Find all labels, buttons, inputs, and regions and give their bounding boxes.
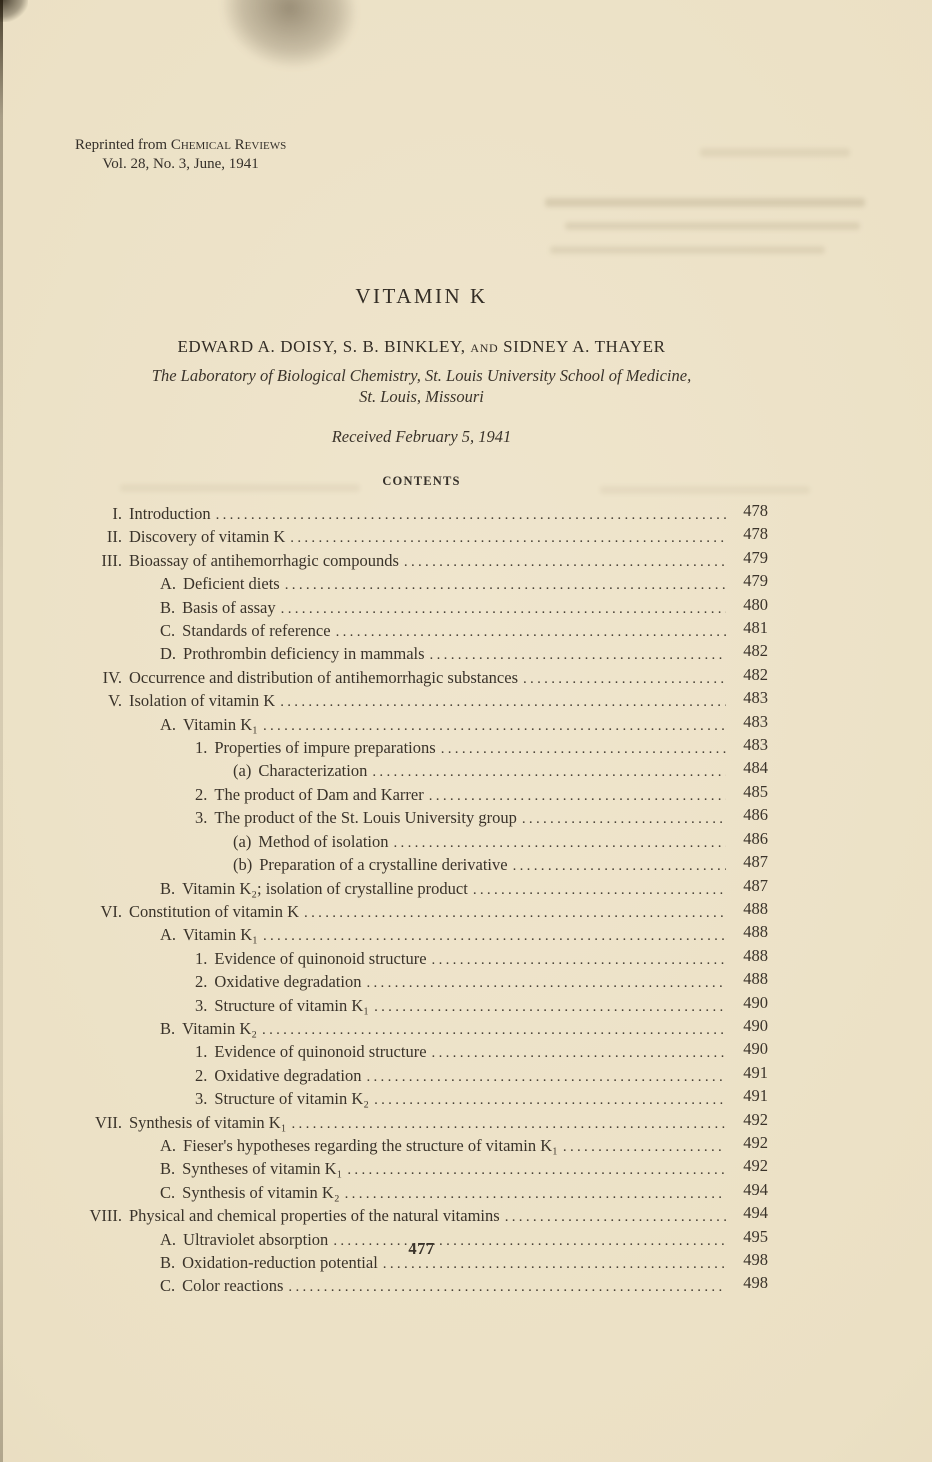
dot-leader	[216, 503, 726, 526]
affiliation-line-1: The Laboratory of Biological Chemistry, St. Louis University School of Medicine,	[151, 366, 692, 385]
dot-leader	[513, 854, 726, 877]
toc-entry-page: 488	[743, 969, 768, 989]
toc-entry-page: 494	[743, 1179, 768, 1199]
toc-entry	[75, 573, 768, 596]
dot-leader	[404, 550, 726, 573]
toc-entry-title: The product of Dam and Karrer	[214, 784, 424, 804]
toc-entry-title: Oxidative degradation	[214, 1065, 362, 1085]
toc-entry	[75, 1132, 768, 1158]
dot-leader	[262, 1018, 726, 1041]
author-names: EDWARD A. DOISY, S. B. BINKLEY,	[177, 337, 466, 356]
toc-entry	[75, 898, 768, 924]
toc-entry-label: III.	[101, 550, 122, 570]
dot-leader	[366, 971, 726, 994]
article-title: VITAMIN K	[355, 284, 488, 308]
toc-entry-label: B.	[160, 1253, 176, 1272]
toc-entry-title: Vitamin K₁	[183, 925, 258, 945]
toc-entry-page: 491	[743, 1062, 768, 1082]
toc-entry-title: Evidence of quinonoid structure	[214, 948, 427, 968]
toc-entry-label: 2.	[195, 784, 208, 804]
toc-entry-title: Deficient diets	[183, 574, 280, 594]
toc-entry-page: 487	[743, 852, 768, 872]
toc-entry-title: Evidence of quinonoid structure	[214, 1042, 427, 1062]
dot-leader	[372, 760, 726, 783]
dot-leader	[393, 831, 726, 854]
toc-entry-title: Prothrombin deficiency in mammals	[183, 644, 425, 664]
toc-entry-page: 482	[743, 641, 768, 661]
toc-entry-page: 479	[743, 571, 768, 591]
toc-entry	[75, 1041, 768, 1064]
toc-entry-label: I.	[112, 504, 122, 523]
toc-entry-page: 490	[743, 1015, 768, 1035]
toc-entry-label: 1.	[195, 948, 208, 968]
toc-entry-title: Fieser's hypotheses regarding the structure of vitamin K₁	[183, 1135, 558, 1155]
toc-entry-page: 482	[743, 664, 768, 684]
dot-leader	[304, 901, 726, 924]
toc-entry	[75, 992, 768, 1018]
dot-leader	[291, 1112, 726, 1135]
toc-entry-page: 480	[743, 594, 768, 614]
toc-entry-page: 495	[743, 1226, 768, 1246]
toc-entry	[75, 971, 768, 994]
toc-entry-label: C.	[160, 621, 176, 641]
dot-leader	[473, 878, 726, 901]
toc-entry-label: C.	[160, 1276, 176, 1296]
toc-entry	[75, 1158, 768, 1181]
toc-entry-label: A.	[160, 714, 177, 734]
toc-entry-title: Physical and chemical properties of the natural vitamins	[129, 1206, 500, 1226]
toc-entry-title: Characterization	[258, 761, 368, 781]
toc-entry-title: Properties of impure preparations	[214, 738, 436, 758]
toc-entry-page: 490	[743, 1039, 768, 1059]
toc-entry	[75, 807, 768, 830]
toc-entry-title: Isolation of vitamin K	[129, 691, 276, 711]
toc-entry-page: 483	[743, 735, 768, 755]
toc-entry	[75, 620, 768, 643]
dot-leader	[366, 1065, 726, 1088]
toc-entry	[75, 547, 768, 573]
authors-conjunction: and	[470, 337, 499, 356]
toc-entry-title: Discovery of vitamin K	[129, 527, 286, 547]
toc-entry	[75, 1179, 768, 1205]
toc-entry-page: 487	[743, 875, 768, 895]
toc-entry-label: VI.	[100, 901, 122, 921]
toc-entry	[75, 526, 768, 549]
toc-entry-page: 486	[743, 828, 768, 848]
dot-leader	[347, 1158, 726, 1181]
toc-entry-title: Constitution of vitamin K	[129, 901, 300, 921]
toc-entry-label: 3.	[195, 808, 208, 828]
toc-entry-title: Synthesis of vitamin K₂	[182, 1182, 340, 1202]
toc-entry-label: B.	[160, 1159, 176, 1179]
dot-leader	[522, 807, 726, 830]
toc-entry	[75, 711, 768, 737]
dot-leader	[374, 995, 726, 1018]
toc-entry	[75, 854, 768, 877]
toc-entry-label: 2.	[195, 1065, 208, 1085]
contents-heading: CONTENTS	[382, 474, 461, 488]
author-names: SIDNEY A. THAYER	[503, 337, 666, 356]
authors-line	[75, 337, 768, 357]
toc-entry-page: 484	[743, 758, 768, 778]
toc-entry-label: VII.	[94, 1112, 122, 1132]
toc-entry-label: B.	[160, 597, 176, 617]
toc-entry-page: 478	[743, 501, 768, 520]
toc-list	[75, 503, 768, 1299]
dot-leader	[288, 1275, 726, 1298]
toc-entry	[75, 594, 768, 620]
toc-entry-label: A.	[160, 1135, 177, 1155]
dot-leader	[441, 737, 726, 760]
toc-entry-label: II.	[106, 527, 122, 547]
toc-entry-title: Vitamin K₂	[182, 1018, 258, 1038]
reprint-prefix: Reprinted from	[75, 137, 171, 153]
received-date: Received February 5, 1941	[331, 427, 512, 446]
toc-entry-page: 479	[743, 547, 768, 567]
toc-entry-label: VIII.	[89, 1206, 122, 1226]
toc-entry-page: 488	[743, 898, 768, 918]
volume-issue-line: Vol. 28, No. 3, June, 1941	[102, 156, 259, 172]
toc-entry-label: C.	[160, 1182, 176, 1202]
reprint-source-line	[75, 136, 286, 155]
page-number: 477	[408, 1239, 435, 1258]
toc-entry-title: Ultraviolet absorption	[183, 1229, 329, 1249]
toc-entry-label: 2.	[195, 972, 208, 992]
toc-entry-title: Syntheses of vitamin K₁	[182, 1159, 343, 1179]
toc-entry	[75, 1205, 768, 1228]
toc-entry-label: (a)	[233, 761, 252, 781]
toc-entry-label: IV.	[102, 667, 122, 687]
toc-entry-page: 486	[743, 805, 768, 825]
toc-entry-title: Preparation of a crystalline derivative	[259, 855, 508, 875]
dot-leader	[281, 597, 726, 620]
toc-entry-label: 1.	[195, 738, 208, 758]
dot-leader	[432, 948, 726, 971]
toc-entry-page: 485	[743, 781, 768, 801]
affiliation	[75, 366, 768, 407]
dot-leader	[263, 714, 726, 737]
affiliation-line-2: St. Louis, Missouri	[359, 386, 484, 406]
dot-leader	[563, 1135, 726, 1158]
dot-leader	[374, 1088, 726, 1111]
toc-entry-page: 478	[743, 524, 768, 544]
toc-entry-title: Vitamin K₂; isolation of crystalline product	[182, 878, 468, 898]
toc-entry-title: The product of the St. Louis University group	[214, 808, 517, 828]
toc-entry-label: A.	[160, 574, 177, 594]
toc-entry-title: Standards of reference	[182, 621, 331, 641]
toc-entry	[75, 1109, 768, 1135]
toc-entry	[75, 1062, 768, 1088]
dot-leader	[285, 573, 726, 596]
toc-entry	[75, 828, 768, 854]
toc-entry	[75, 643, 768, 666]
toc-entry-page: 483	[743, 711, 768, 731]
toc-entry-label: A.	[160, 1229, 177, 1249]
toc-entry-label: 3.	[195, 1089, 208, 1109]
toc-entry-label: 3.	[195, 995, 208, 1015]
dot-leader	[290, 526, 726, 549]
toc-entry-title: Bioassay of antihemorrhagic compounds	[129, 550, 399, 570]
toc-entry-page: 483	[743, 688, 768, 708]
toc-entry-label: (a)	[233, 831, 252, 851]
reprint-header	[75, 136, 286, 174]
toc-entry	[75, 503, 768, 526]
toc-entry-page: 494	[743, 1203, 768, 1223]
toc-entry-page: 498	[743, 1250, 768, 1269]
journal-name: Chemical Reviews	[170, 137, 287, 153]
toc-entry-page: 492	[743, 1109, 768, 1129]
toc-entry-page: 492	[743, 1132, 768, 1152]
toc-entry	[75, 1275, 768, 1298]
toc-entry-label: (b)	[233, 855, 253, 875]
toc-entry-label: V.	[108, 691, 122, 711]
toc-entry-title: Oxidation-reduction potential	[182, 1253, 378, 1272]
toc-entry-title: Structure of vitamin K₁	[214, 995, 370, 1015]
toc-entry-page: 498	[743, 1273, 768, 1293]
toc-entry	[75, 945, 768, 971]
toc-entry-title: Occurrence and distribution of antihemorrhagic substances	[129, 667, 518, 687]
toc-entry	[75, 875, 768, 901]
toc-entry-title: Introduction	[129, 504, 211, 523]
toc-entry-label: 1.	[195, 1042, 208, 1062]
toc-entry	[75, 760, 768, 783]
toc-entry-title: Structure of vitamin K₂	[214, 1089, 370, 1109]
toc-entry-title: Method of isolation	[258, 831, 389, 851]
toc-entry-label: B.	[160, 878, 176, 898]
dot-leader	[429, 784, 726, 807]
toc-entry	[75, 1015, 768, 1041]
toc-entry-page: 488	[743, 922, 768, 942]
dot-leader	[432, 1041, 726, 1064]
toc-entry-page: 490	[743, 992, 768, 1012]
toc-entry-label: B.	[160, 1018, 176, 1038]
toc-entry-title: Vitamin K₁	[183, 714, 258, 734]
toc-entry-page: 491	[743, 1086, 768, 1106]
toc-entry	[75, 1088, 768, 1111]
dot-leader	[263, 924, 726, 947]
toc-entry	[75, 690, 768, 713]
dot-leader	[523, 667, 726, 690]
dot-leader	[336, 620, 726, 643]
dot-leader	[345, 1182, 726, 1205]
toc-entry-page: 488	[743, 945, 768, 965]
toc-entry	[75, 781, 768, 807]
dot-leader	[505, 1205, 726, 1228]
toc-entry	[75, 664, 768, 690]
toc-entry-title: Synthesis of vitamin K₁	[129, 1112, 287, 1132]
toc-entry-title: Oxidative degradation	[214, 972, 362, 992]
dot-leader	[280, 690, 726, 713]
dot-leader	[430, 643, 726, 666]
toc-entry	[75, 737, 768, 760]
toc-entry-page: 481	[743, 618, 768, 638]
toc-entry	[75, 924, 768, 947]
toc-entry-label: D.	[160, 644, 177, 664]
toc-entry-page: 492	[743, 1156, 768, 1176]
toc-entry-title: Color reactions	[182, 1276, 284, 1296]
toc-entry-label: A.	[160, 925, 177, 945]
toc-entry-title: Basis of assay	[182, 597, 276, 617]
